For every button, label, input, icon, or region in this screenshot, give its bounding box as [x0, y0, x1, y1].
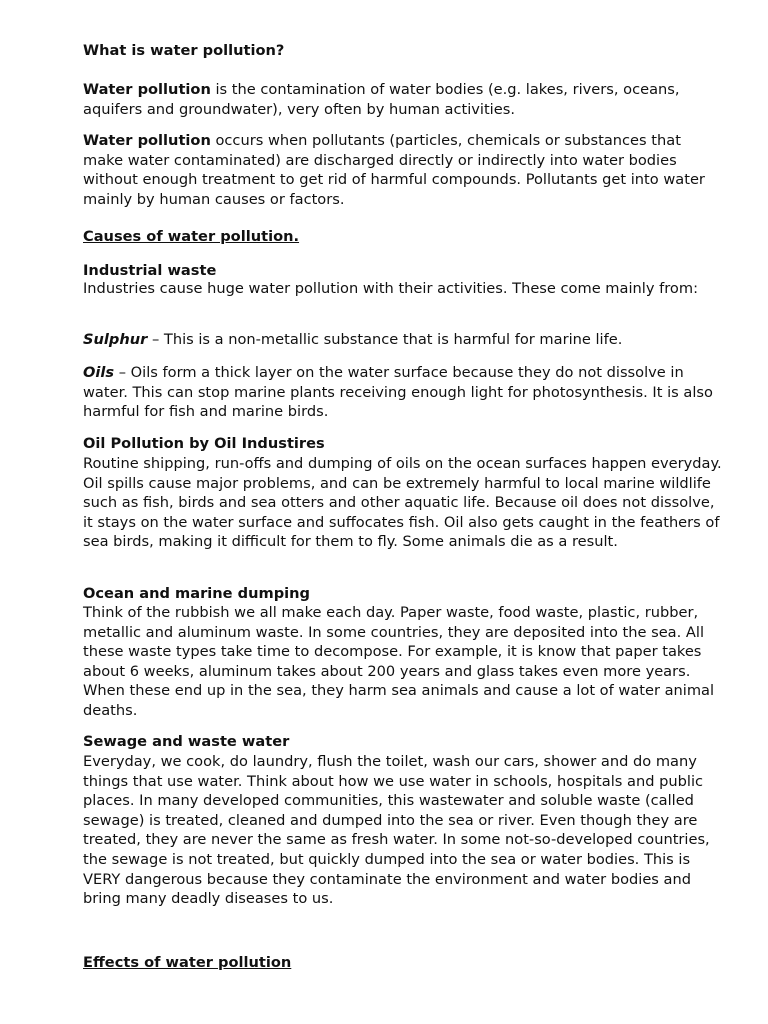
- ocean-dumping-text: Think of the rubbish we all make each day. Paper waste, food waste, plastic, rubber, metallic and aluminum waste. In some countries, they are deposited into the sea. All these waste types take time to decompose. For example, it is know that paper takes about 6 weeks, aluminum takes about 200 years and glass takes even more years. When these end up in the sea, they harm sea animals and cause a lot of water animal deaths.: [83, 604, 715, 719]
- definition-term: Water pollution: [83, 81, 211, 98]
- causes-heading: Causes of water pollution.: [83, 228, 300, 245]
- ocean-dumping-heading: Ocean and marine dumping: [83, 585, 310, 602]
- oils-paragraph: [83, 363, 725, 422]
- industrial-text: Industries cause huge water pollution with their activities. These come mainly from:: [83, 280, 698, 297]
- occurrence-text: occurs when pollutants (particles, chemicals or substances that make water contaminated) are discharged directly or indirectly into water bodies without enough treatment to get rid of harmful compounds. Pollutants get into water mainly by human causes or factors.: [83, 132, 705, 208]
- sulphur-paragraph: [83, 330, 725, 350]
- definition-paragraph: [83, 80, 725, 119]
- occurrence-term: Water pollution: [83, 132, 211, 149]
- sewage-heading: Sewage and waste water: [83, 733, 290, 750]
- oil-industries-heading: Oil Pollution by Oil Industires: [83, 435, 325, 452]
- effects-heading: Effects of water pollution: [83, 954, 292, 971]
- document-title: What is water pollution?: [83, 42, 285, 59]
- sulphur-term: Sulphur: [83, 331, 148, 348]
- sewage-text: Everyday, we cook, do laundry, flush the toilet, wash our cars, shower and do many things that use water. Think about how we use water in schools, hospitals and public places. In many developed communities, this wastewater and soluble waste (called sewage) is treated, cleaned and dumped into the sea or river. Even though they are treated, they are never the same as fresh water. In some not-so-developed countries, the sewage is not treated, but quickly dumped into the sea or water bodies. This is VERY dangerous because they contaminate the environment and water bodies and bring many deadly diseases to us.: [83, 753, 710, 908]
- sulphur-text: – This is a non-metallic substance that is harmful for marine life.: [147, 331, 623, 348]
- occurrence-paragraph: [83, 131, 725, 209]
- industrial-heading: Industrial waste: [83, 262, 217, 279]
- oil-industries-text: Routine shipping, run-offs and dumping of oils on the ocean surfaces happen everyday. Oil spills cause major problems, and can be extremely harmful to local marine wildlife such as fish, birds and sea otters and other aquatic life. Because oil does not dissolve, it stays on the water surface and suffocates fish. Oil also gets caught in the feathers of sea birds, making it difficult for them to fly. Some animals die as a result.: [83, 455, 722, 551]
- oils-term: Oils: [83, 364, 115, 381]
- definition-text: is the contamination of water bodies (e.g. lakes, rivers, oceans, aquifers and groundwater), very often by human activities.: [83, 81, 680, 118]
- oils-text: – Oils form a thick layer on the water surface because they do not dissolve in water. This can stop marine plants receiving enough light for photosynthesis. It is also harmful for fish and marine birds.: [83, 364, 713, 421]
